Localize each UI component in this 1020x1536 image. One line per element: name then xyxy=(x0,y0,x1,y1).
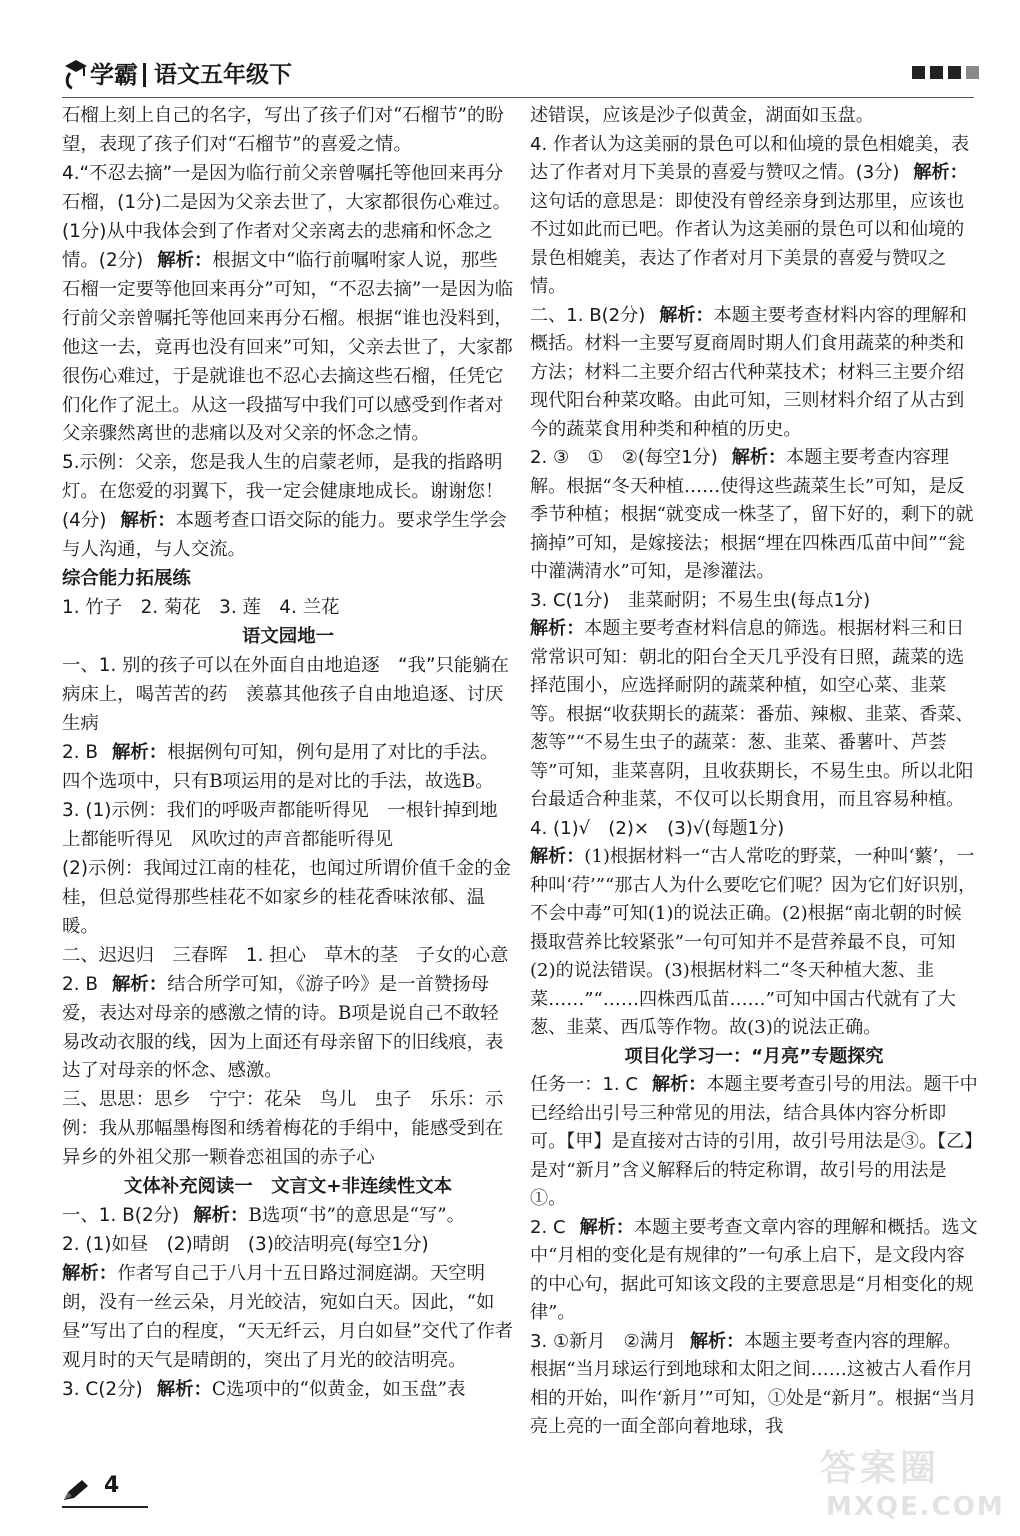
answer-text: 文体补充阅读一 文言文+非连续性文本 xyxy=(123,1176,453,1198)
answer-text: 述错误，应该是沙子似黄金，湖面如玉盘。 xyxy=(530,105,874,126)
answer-text: (2)示例：我闻过江南的桂花，也闻过所谓价值千金的金桂，但总觉得那些桂花不如家乡的桂花香味浓郁、温暖。 xyxy=(62,857,512,937)
analysis-text: 根据例句可知，例句是用了对比的手法。四个选项中，只有B项运用的是对比的手法，故选B。 xyxy=(62,741,499,792)
answer-paragraph xyxy=(530,815,978,844)
answer-paragraph xyxy=(62,942,514,971)
answer-text: 2. B xyxy=(62,973,99,995)
answer-paragraph xyxy=(530,102,978,131)
answer-text: 3. (1)示例：我们的呼吸声都能听得见 一根针掉到地上都能听得见 风吹过的声音都能听得见 xyxy=(62,799,498,850)
answer-paragraph xyxy=(62,1376,514,1405)
answer-paragraph xyxy=(530,444,978,587)
answer-paragraph xyxy=(62,739,514,797)
analysis-text: (1)根据材料一“古人常吃的野菜，一种叫‘蘩’，一种叫‘荇’”“那古人为什么要吃它们呢？因为它们好识别，不会中毒”可知(1)的说法正确。(2)根据“南北朝的时候摄取营养比较紧张”一句可知并不是营养最不良，可知(2)的说法错误。(3)根据材料二“冬天种植大葱、韭菜……”“……四株西瓜苗……”可知中国古代就有了大葱、韭菜、西瓜等作物。故(3)的说法正确。 xyxy=(530,846,977,1038)
answer-paragraph xyxy=(530,131,978,302)
answer-paragraph xyxy=(62,594,514,623)
analysis-text: 本题主要考查引号的用法。题干中已经给出引号三种常见的用法，结合具体内容分析即可。【甲】是直接对古诗的引用，故引号用法是③。【乙】是对“新月”含义解释后的特定称谓，故引号的用法是①。 xyxy=(530,1074,978,1209)
analysis-label: 解析： xyxy=(659,304,714,326)
analysis-text: 作者写自己于八月十五日路过洞庭湖。天空明朗，没有一丝云朵，月光皎洁，宛如白天。因此，“如昼”写出了白的程度，“天无纤云，月白如昼”交代了作者观月时的天气是晴朗的，突出了月光的皎洁明亮。 xyxy=(62,1263,514,1371)
analysis-label: 解析： xyxy=(157,249,213,271)
right-column xyxy=(530,102,978,1442)
answer-text: 任务一：1. C xyxy=(530,1074,639,1095)
answer-paragraph xyxy=(62,855,514,942)
answer-text: 1. 竹子 2. 菊花 3. 莲 4. 兰花 xyxy=(62,597,340,619)
analysis-text: 本题考查口语交际的能力。要求学生学会与人沟通，与人交流。 xyxy=(62,510,507,561)
header-separator xyxy=(143,63,146,87)
answer-paragraph xyxy=(62,971,514,1087)
answer-paragraph xyxy=(62,1202,514,1231)
answer-paragraph xyxy=(530,587,978,616)
answer-paragraph xyxy=(530,1043,978,1072)
answer-text: 2. (1)如昼 (2)晴朗 (3)皎洁明亮(每空1分) xyxy=(62,1234,429,1256)
analysis-text: 本题主要考查内容的理解。根据“当月球运行到地球和太阳之间……这被古人看作月相的开始，叫作‘新月’”可知，①处是“新月”。根据“当月亮上亮的一面全部向着地球，我 xyxy=(530,1330,977,1437)
page-number: 4 xyxy=(104,1473,120,1498)
answer-text: 三、思思：思乡 宁宁：花朵 鸟儿 虫子 乐乐：示例：我从那幅墨梅图和绣着梅花的手绢中，能感受到在异乡的外祖父那一颗眷恋祖国的赤子心 xyxy=(62,1089,504,1169)
answer-text: 3. C(2分) xyxy=(62,1378,143,1400)
analysis-label: 解析： xyxy=(112,973,168,995)
answer-paragraph xyxy=(62,623,514,652)
answer-paragraph xyxy=(530,843,978,1043)
answer-text: 一、1. B(2分) xyxy=(62,1205,180,1227)
decorative-squares xyxy=(912,66,979,79)
answer-paragraph xyxy=(530,302,978,445)
answer-paragraph xyxy=(62,565,514,594)
answer-paragraph xyxy=(62,449,514,565)
watermark-title: 答案圈 xyxy=(820,1448,941,1489)
header-rule xyxy=(62,97,974,98)
analysis-label: 解析： xyxy=(530,618,585,639)
watermark xyxy=(820,1440,1005,1530)
pen-icon xyxy=(62,1478,90,1502)
analysis-label: 解析： xyxy=(530,846,585,867)
answer-text: 3. C(1分) 韭菜耐阴；不易生虫(每点1分) xyxy=(530,589,871,611)
analysis-text: 这句话的意思是：即使没有曾经亲身到达那里，应该也不过如此而已吧。作者认为这美丽的景色可以和仙境的景色相媲美，表达了作者对月下美景的喜爱与赞叹之情。 xyxy=(530,190,965,297)
answer-paragraph xyxy=(530,1214,978,1328)
analysis-label: 解析： xyxy=(913,162,968,183)
answer-text: 语文园地一 xyxy=(242,626,334,648)
answer-text: 2. B xyxy=(62,741,99,763)
analysis-text: C选项中的“似黄金，如玉盘”表 xyxy=(211,1378,466,1400)
answer-paragraph xyxy=(62,1173,514,1202)
analysis-text: 本题主要考查内容理解。根据“冬天种植……使得这些蔬菜生长”可知，是反季节种植；根据“就变成一株茎了，留下好的，剩下的就摘掉”可知，是嫁接法；根据“埋在四株西瓜苗中间”“瓮中灌满清水”可知，是渗灌法。 xyxy=(530,447,974,582)
answer-paragraph xyxy=(62,102,514,160)
analysis-label: 解析： xyxy=(62,1263,118,1285)
analysis-label: 解析： xyxy=(652,1074,707,1095)
answer-text: 项目化学习一：“月亮”专题探究 xyxy=(624,1045,884,1067)
analysis-label: 解析： xyxy=(731,447,787,468)
brand-name: 学霸 xyxy=(90,61,138,89)
answer-text: 2. ③ ① ②(每空1分) xyxy=(530,447,718,468)
footer-rule xyxy=(62,1506,148,1508)
answer-text: 3. ①新月 ②满月 xyxy=(530,1330,676,1352)
left-column xyxy=(62,102,514,1405)
answer-paragraph xyxy=(62,1260,514,1376)
answer-text: 5.示例：父亲，您是我人生的启蒙老师，是我的指路明灯。在您爱的羽翼下，我一定会健康地成长。谢谢您！(4分) xyxy=(62,452,504,532)
answer-paragraph xyxy=(530,1328,978,1442)
answer-text: 2. C xyxy=(530,1216,566,1238)
analysis-text: 本题主要考查材料信息的筛选。根据材料三和日常常识可知：朝北的阳台全天几乎没有日照，蔬菜的选择范围小，应选择耐阴的蔬菜种植，如空心菜、韭菜等。根据“收获期长的蔬菜：番茄、辣椒、韭菜、香菜、葱等”“不易生虫子的蔬菜：葱、韭菜、番薯叶、芦荟等”可知，韭菜喜阴，且收获期长，不易生虫。所以北阳台最适合种韭菜，不仅可以长期食用，而且容易种植。 xyxy=(530,618,974,810)
analysis-label: 解析： xyxy=(193,1205,249,1227)
answer-text: 4.“不忍去摘”一是因为临行前父亲曾嘱托等他回来再分石榴，(1分)二是因为父亲去世了，大家都很伤心难过。(1分)从中我体会到了作者对父亲离去的悲痛和怀念之情。(2分) xyxy=(62,162,512,271)
answer-text: 4. 作者认为这美丽的景色可以和仙境的景色相媲美，表达了作者对月下美景的喜爱与赞叹之情。(3分) xyxy=(530,133,970,183)
answer-text: 一、1. 别的孩子可以在外面自由地追逐 “我”只能躺在病床上，喝苦苦的药 羡慕其他孩子自由地追逐、讨厌生病 xyxy=(62,655,510,735)
answer-text: 4. (1)√ (2)× (3)√(每题1分) xyxy=(530,817,785,839)
answer-text: 综合能力拓展练 xyxy=(62,568,191,590)
subject-title: 语文五年级下 xyxy=(154,62,292,88)
answer-paragraph xyxy=(62,1231,514,1260)
page-header xyxy=(0,0,1020,100)
answer-paragraph xyxy=(62,797,514,855)
analysis-text: 结合所学可知，《游子吟》是一首赞扬母爱，表达对母亲的感激之情的诗。B项是说自己不敢轻易改动衣服的线，因为上面还有母亲留下的旧线痕，表达了对母亲的怀念、感激。 xyxy=(62,973,504,1082)
answer-paragraph xyxy=(530,615,978,815)
watermark-url: MXQE.COM xyxy=(826,1492,1005,1522)
analysis-label: 解析： xyxy=(689,1330,745,1352)
answer-text: 石榴上刻上自己的名字，写出了孩子们对“石榴节”的盼望，表现了孩子们对“石榴节”的喜爱之情。 xyxy=(62,105,504,155)
answer-paragraph xyxy=(530,1071,978,1214)
analysis-text: B选项“书”的意思是“写”。 xyxy=(248,1205,466,1227)
analysis-text: 本题主要考查材料内容的理解和概括。材料一主要写夏商周时期人们食用蔬菜的种类和方法；材料二主要介绍古代种菜技术；材料三主要介绍现代阳台种菜攻略。由此可知，三则材料介绍了从古到今的蔬菜食用种类和种植的历史。 xyxy=(530,304,967,440)
analysis-label: 解析： xyxy=(120,510,176,532)
analysis-text: 根据文中“临行前嘱咐家人说，那些石榴一定要等他回来再分”可知，“不忍去摘”一是因为临行前父亲曾嘱托等他回来再分石榴。根据“谁也没料到，他这一去，竟再也没有回来”可知，父亲去世了，大家都很伤心难过，于是就谁也不忍心去摘这些石榴，任凭它们化作了泥土。从这一段描写中我们可以感受到作者对父亲骤然离世的悲痛以及对父亲的怀念之情。 xyxy=(62,249,514,445)
answer-paragraph xyxy=(62,652,514,739)
analysis-label: 解析： xyxy=(156,1378,212,1400)
answer-text: 二、迟迟归 三春晖 1. 担心 草木的茎 子女的心意 xyxy=(62,944,509,966)
answer-text: 二、1. B(2分) xyxy=(530,304,646,326)
analysis-label: 解析： xyxy=(112,741,168,763)
answer-paragraph xyxy=(62,1086,514,1173)
logo-cap-icon xyxy=(62,56,88,90)
answer-paragraph xyxy=(62,160,514,450)
analysis-label: 解析： xyxy=(579,1216,634,1238)
analysis-text: 本题主要考查文章内容的理解和概括。选文中“月相的变化是有规律的”一句承上启下，是文段内容的中心句，据此可知该文段的主要意思是“月相变化的规律”。 xyxy=(530,1216,978,1323)
